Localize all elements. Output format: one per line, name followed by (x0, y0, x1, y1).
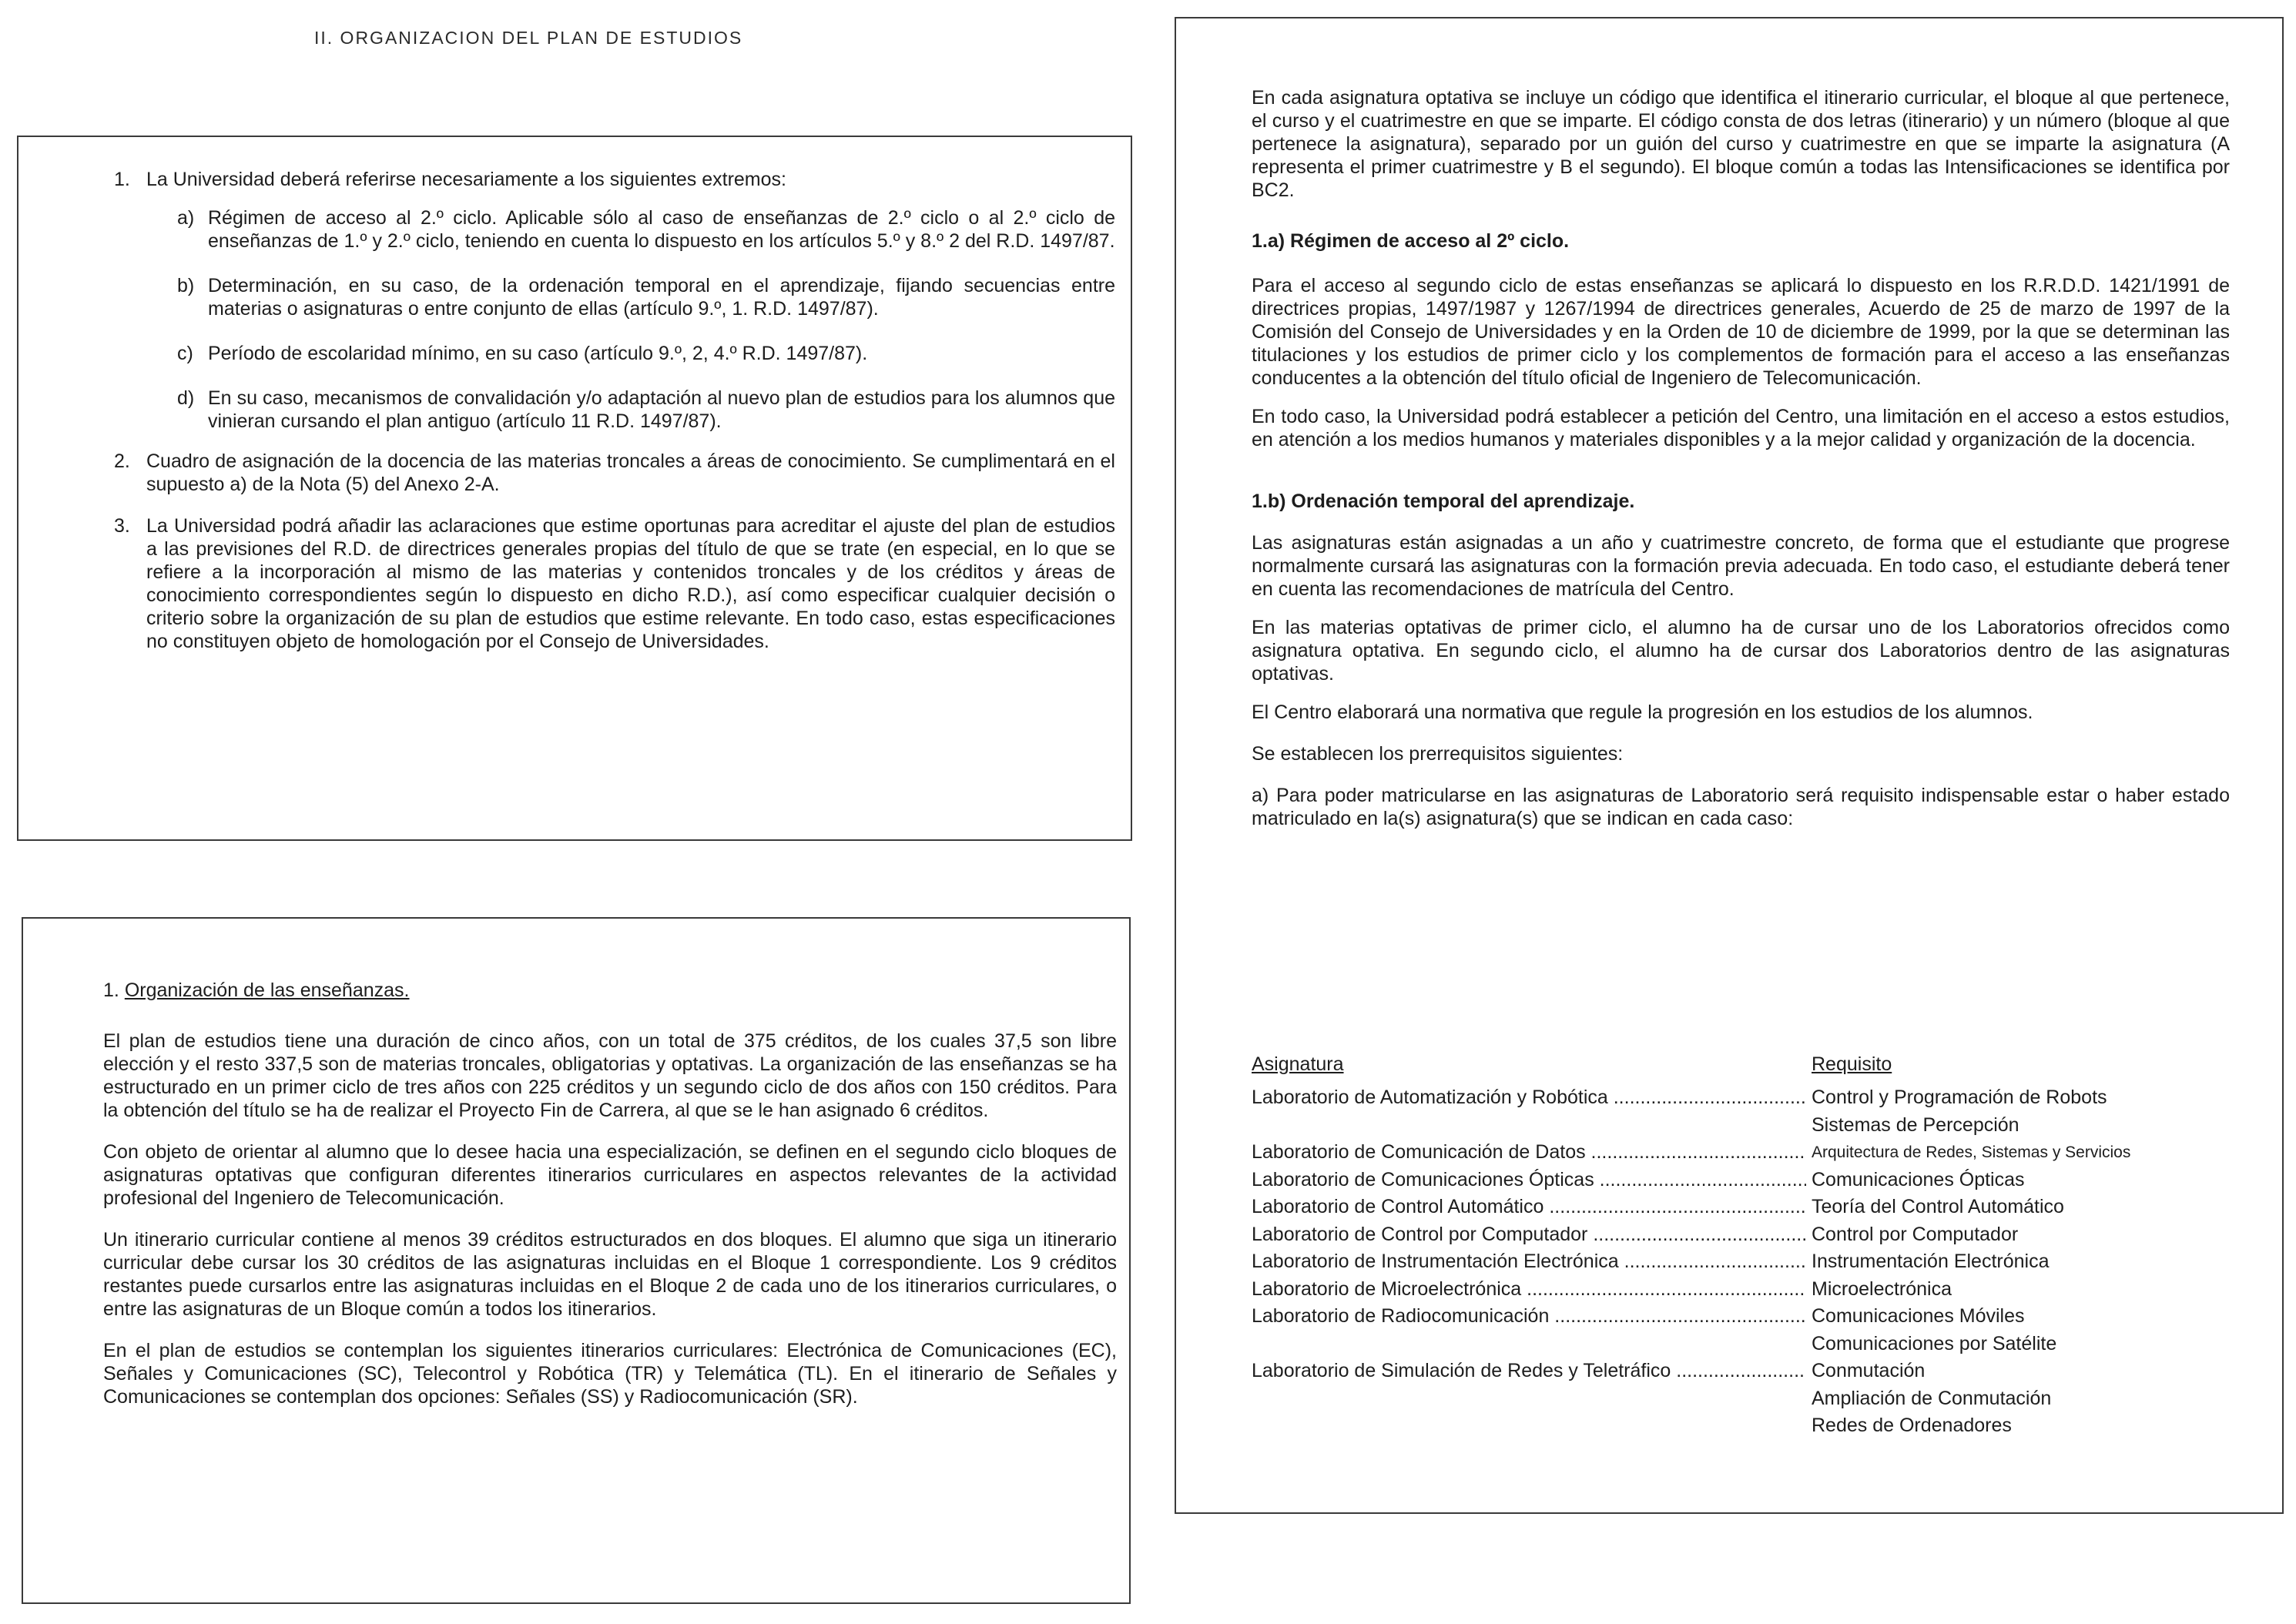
paragraph: Para el acceso al segundo ciclo de estas enseñanzas se aplicará lo dispuesto en los R.R.D.D. 1421/1991 de directrices propias, 1497/1987 y 1267/1994 de directrices generales, Acuerdo de 25 de marzo de 1997 de la Comisión del Consejo de Universidades y en la Orden de 10 de diciembre de 1999, por la que se determinan las titulaciones y los estudios de primer ciclo y los complementos de formación para el acceso a las enseñanzas conducentes a la obtención del título oficial de Ingeniero de Telecomunicación. (1252, 275, 2230, 389)
item-text: La Universidad deberá referirse necesariamente a los siguientes extremos: (146, 169, 786, 190)
table-row: Laboratorio de Radiocomunicación ..... Comunicaciones Móviles (1252, 1303, 2230, 1331)
paragraph: El Centro elaborará una normativa que regule la progresión en los estudios de los alumnos. (1252, 702, 2033, 723)
section-a-title: 1.a) Régimen de acceso al 2º ciclo. (1252, 230, 1570, 252)
instruction-item-1 (114, 168, 1115, 433)
section-b-title: 1.b) Ordenación temporal del aprendizaje. (1252, 491, 1635, 512)
instruction-item-2: 2. Cuadro de asignación de la docencia de las materias troncales a áreas de conocimiento. Se cumplimentará en el supuesto a) de la Nota (5) del Anexo 2-A. (114, 450, 1115, 495)
paragraph: Las asignaturas están asignadas a un año y cuatrimestre concreto, de forma que el estudiante que progrese normalmente cursará las asignaturas con la formación previa adecuada. En todo caso, el estudiante deberá tener en cuenta las recomendaciones de matrícula del Centro. (1252, 532, 2230, 600)
paragraph: Un itinerario curricular contiene al menos 39 créditos estructurados en dos bloques. El alumno que siga un itinerario curricular debe cursar los 30 créditos de las asignaturas incluidas en el Bloque 1 correspondiente. Los 9 créditos restantes puede cursarlos entre las asignaturas incluidas en el Bloque 2 de cada uno de los itinerarios curriculares, o entre las asignaturas de un Bloque común a todos los itinerarios. (103, 1229, 1117, 1320)
paragraph: Con objeto de orientar al alumno que lo desee hacia una especialización, se definen en el segundo ciclo bloques de asignaturas optativas que configuran diferentes itinerarios curriculares en aspectos relevantes de la actividad profesional del Ingeniero de Telecomunicación. (103, 1141, 1117, 1209)
table-row: Laboratorio de Comunicaciones Ópticas ..... Comunicaciones Ópticas (1252, 1167, 2230, 1194)
paragraph: En todo caso, la Universidad podrá establecer a petición del Centro, una limitación en el acceso a estos estudios, en atención a los medios humanos y materiales disponibles y a la mejor calidad y organización de la docencia. (1252, 406, 2230, 450)
organization-box (22, 917, 1131, 1604)
subitem-b: b) Determinación, en su caso, de la ordenación temporal en el aprendizaje, fijando secuencias entre materias o asignaturas o entre conjunto de ellas (artículo 9.º, 1. R.D. 1497/87). (177, 275, 1115, 320)
subitem-a: a) Régimen de acceso al 2.º ciclo. Aplicable sólo al caso de enseñanzas de 2.º ciclo o al 2.º ciclo de enseñanzas de 1.º y 2.º ciclo, teniendo en cuenta lo dispuesto en los artículos 5.º y 8.º 2 del R.D. 1497/87. (177, 207, 1115, 252)
paragraph: En el plan de estudios se contemplan los siguientes itinerarios curriculares: Electrónica de Comunicaciones (EC), Señales y Comunicaciones (SC), Telecontrol y Robótica (TR) y Telemática (TL). En el itinerario de Señales y Comunicaciones se contemplan dos opciones: Señales (SS) y Radiocomunicación (SR). (103, 1340, 1117, 1408)
prerequisites-table: Asignatura Requisito Laboratorio de Automatización y Robótica ..... Control y Programación de Robots Sistemas de Percepción Laboratorio de Comunicación de Datos ..... Arquitectura de Redes, Sistemas y Servicios Laboratorio de Comunicaciones Ópticas ..... Comunicaciones Ópticas Laboratorio de Control Automático ..... Teoría del Control Automático Laboratorio de Control por Computador ..... Control por Computador Laboratorio de Instrumentación Electrónica ..... Instrumentación Electrónica Laboratorio de Microelectrónica ..... Microelectrónica Laboratorio de Radiocomunicación ..... Comunicaciones Móviles Comunicaciones por Satélite Laboratorio de Simulación de Redes y Teletráfico ..... Conmutación Ampliación de Conmutación Redes de Ordenadores (1252, 1053, 2230, 1440)
table-row: Laboratorio de Automatización y Robótica ..... Control y Programación de Robots (1252, 1084, 2230, 1112)
section-title: 1. Organización de las enseñanzas. (103, 979, 410, 1001)
paragraph: Se establecen los prerrequisitos siguientes: (1252, 743, 1624, 765)
paragraph: a) Para poder matricularse en las asignaturas de Laboratorio será requisito indispensable estar o haber estado matriculado en la(s) asignatura(s) que se indican en cada caso: (1252, 785, 2230, 829)
details-content (1252, 86, 2230, 830)
item-number: 1. (114, 169, 130, 190)
paragraph: En las materias optativas de primer ciclo, el alumno ha de cursar uno de los Laboratorios ofrecidos como asignatura optativa. En segundo ciclo, el alumno ha de cursar dos Laboratorios dentro de las asignaturas optativas. (1252, 617, 2230, 685)
table-row: Laboratorio de Instrumentación Electrónica ..... Instrumentación Electrónica (1252, 1248, 2230, 1276)
instructions-box (17, 136, 1132, 841)
table-row: Laboratorio de Control por Computador ..... Control por Computador (1252, 1221, 2230, 1249)
table-header: Asignatura Requisito (1252, 1053, 1892, 1075)
table-row: Laboratorio de Microelectrónica ..... Microelectrónica (1252, 1276, 2230, 1304)
subitem-d: d) En su caso, mecanismos de convalidación y/o adaptación al nuevo plan de estudios para los alumnos que vinieran cursando el plan antiguo (artículo 11 R.D. 1497/87). (177, 387, 1115, 432)
subitem-c: c) Período de escolaridad mínimo, en su caso (artículo 9.º, 2, 4.º R.D. 1497/87). (177, 343, 868, 364)
instruction-item-3: 3. La Universidad podrá añadir las aclaraciones que estime oportunas para acreditar el ajuste del plan de estudios a las previsiones del R.D. de directrices generales propias del título de que se trate (en especial, en lo que se refiere a la incorporación al mismo de las materias y contenidos troncales y de los créditos y áreas de conocimiento correspondientes según lo dispuesto en dicho R.D.), así como especificar cualquier decisión o criterio sobre la organización de su plan de estudios que estime relevante. En todo caso, estas especificaciones no constituyen objeto de homologación por el Consejo de Universidades. (114, 515, 1115, 652)
paragraph: El plan de estudios tiene una duración de cinco años, con un total de 375 créditos, de los cuales 37,5 son libre elección y el resto 337,5 son de materias troncales, obligatorias y optativas. La organización de las enseñanzas se ha estructurado en un primer ciclo de tres años con 225 créditos y un segundo ciclo de dos años con 150 créditos. Para la obtención del título se ha de realizar el Proyecto Fin de Carrera, al que se le han asignado 6 créditos. (103, 1030, 1117, 1121)
table-row: Laboratorio de Control Automático ..... Teoría del Control Automático (1252, 1194, 2230, 1221)
page-heading: II. ORGANIZACION DEL PLAN DE ESTUDIOS (314, 28, 743, 48)
table-row: Laboratorio de Simulación de Redes y Teletráfico ..... Conmutación (1252, 1358, 2230, 1385)
table-row: Laboratorio de Comunicación de Datos ..... Arquitectura de Redes, Sistemas y Servicios (1252, 1139, 2230, 1167)
intro-paragraph: En cada asignatura optativa se incluye un código que identifica el itinerario curricular, el bloque al que pertenece, el curso y el cuatrimestre en que se imparte. El código consta de dos letras (itinerario) y un número (bloque al que pertenece la asignatura), separado por un guión del curso y cuatrimestre en que se imparte la asignatura (A representa el primer cuatrimestre y B el segundo). El bloque común a todas las Intensificaciones se identifica por BC2. (1252, 87, 2230, 201)
